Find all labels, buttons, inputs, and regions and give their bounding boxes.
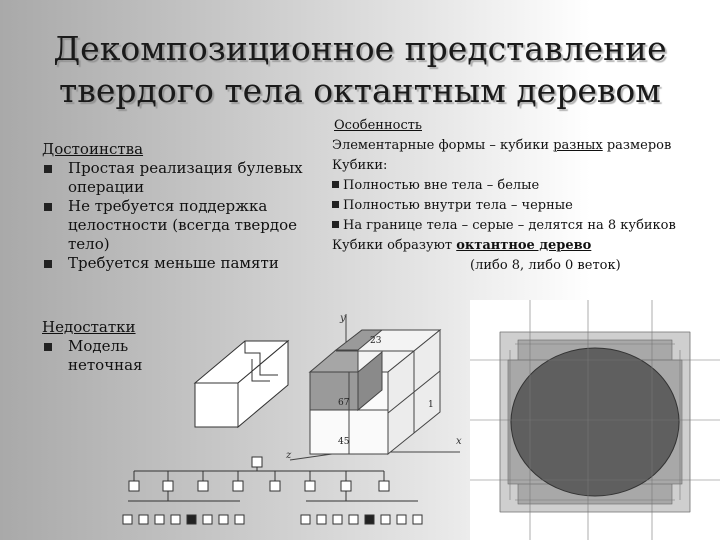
advantages-heading: Достоинства xyxy=(42,140,144,158)
disadvantages-list xyxy=(42,318,182,375)
disadvantages-heading: Недостатки xyxy=(42,318,136,336)
list-item: Требуется меньше памяти xyxy=(42,254,322,273)
features-bullet: Полностью внутри тела – черные xyxy=(332,196,718,216)
square-bullet-icon xyxy=(44,260,52,268)
axis-z-label: z xyxy=(286,450,292,461)
features-bullet: На границе тела – серые – делятся на 8 кубиков xyxy=(332,216,718,236)
square-bullet-icon xyxy=(44,203,52,211)
axis-y-label: y xyxy=(340,313,346,324)
features-line-3: Кубики образуют октантное дерево xyxy=(332,238,592,253)
square-bullet-icon xyxy=(332,201,339,208)
features-line-1: Элементарные формы – кубики разных размеров xyxy=(332,138,672,153)
square-bullet-icon xyxy=(44,343,52,351)
features-block xyxy=(332,116,718,276)
features-bullet: Полностью вне тела – белые xyxy=(332,176,718,196)
octree-diagram xyxy=(118,455,468,540)
advantages-list xyxy=(42,140,322,273)
cube-label: 67 xyxy=(338,398,350,408)
axis-x-label: x xyxy=(456,436,462,447)
octant-cube-figure xyxy=(282,312,462,462)
slide-title xyxy=(0,28,720,112)
square-bullet-icon xyxy=(332,221,339,228)
square-bullet-icon xyxy=(44,165,52,173)
cube-label: 45 xyxy=(338,437,350,447)
list-item: Не требуется поддержка целостности (всегда твердое тело) xyxy=(42,197,322,254)
features-line-4: (либо 8, либо 0 веток) xyxy=(470,258,621,273)
square-bullet-icon xyxy=(332,181,339,188)
octree-slice-figure xyxy=(470,300,720,540)
cube-label: 23 xyxy=(370,336,382,346)
title-line-1: Декомпозиционное представление xyxy=(53,29,667,68)
features-heading: Особенность xyxy=(334,118,422,133)
cube-label: 1 xyxy=(428,400,434,410)
list-item: Простая реализация булевых операции xyxy=(42,159,322,197)
title-line-2: твердого тела октантным деревом xyxy=(59,71,661,110)
list-item: Модель неточная xyxy=(42,337,182,375)
features-line-2: Кубики: xyxy=(332,158,388,173)
